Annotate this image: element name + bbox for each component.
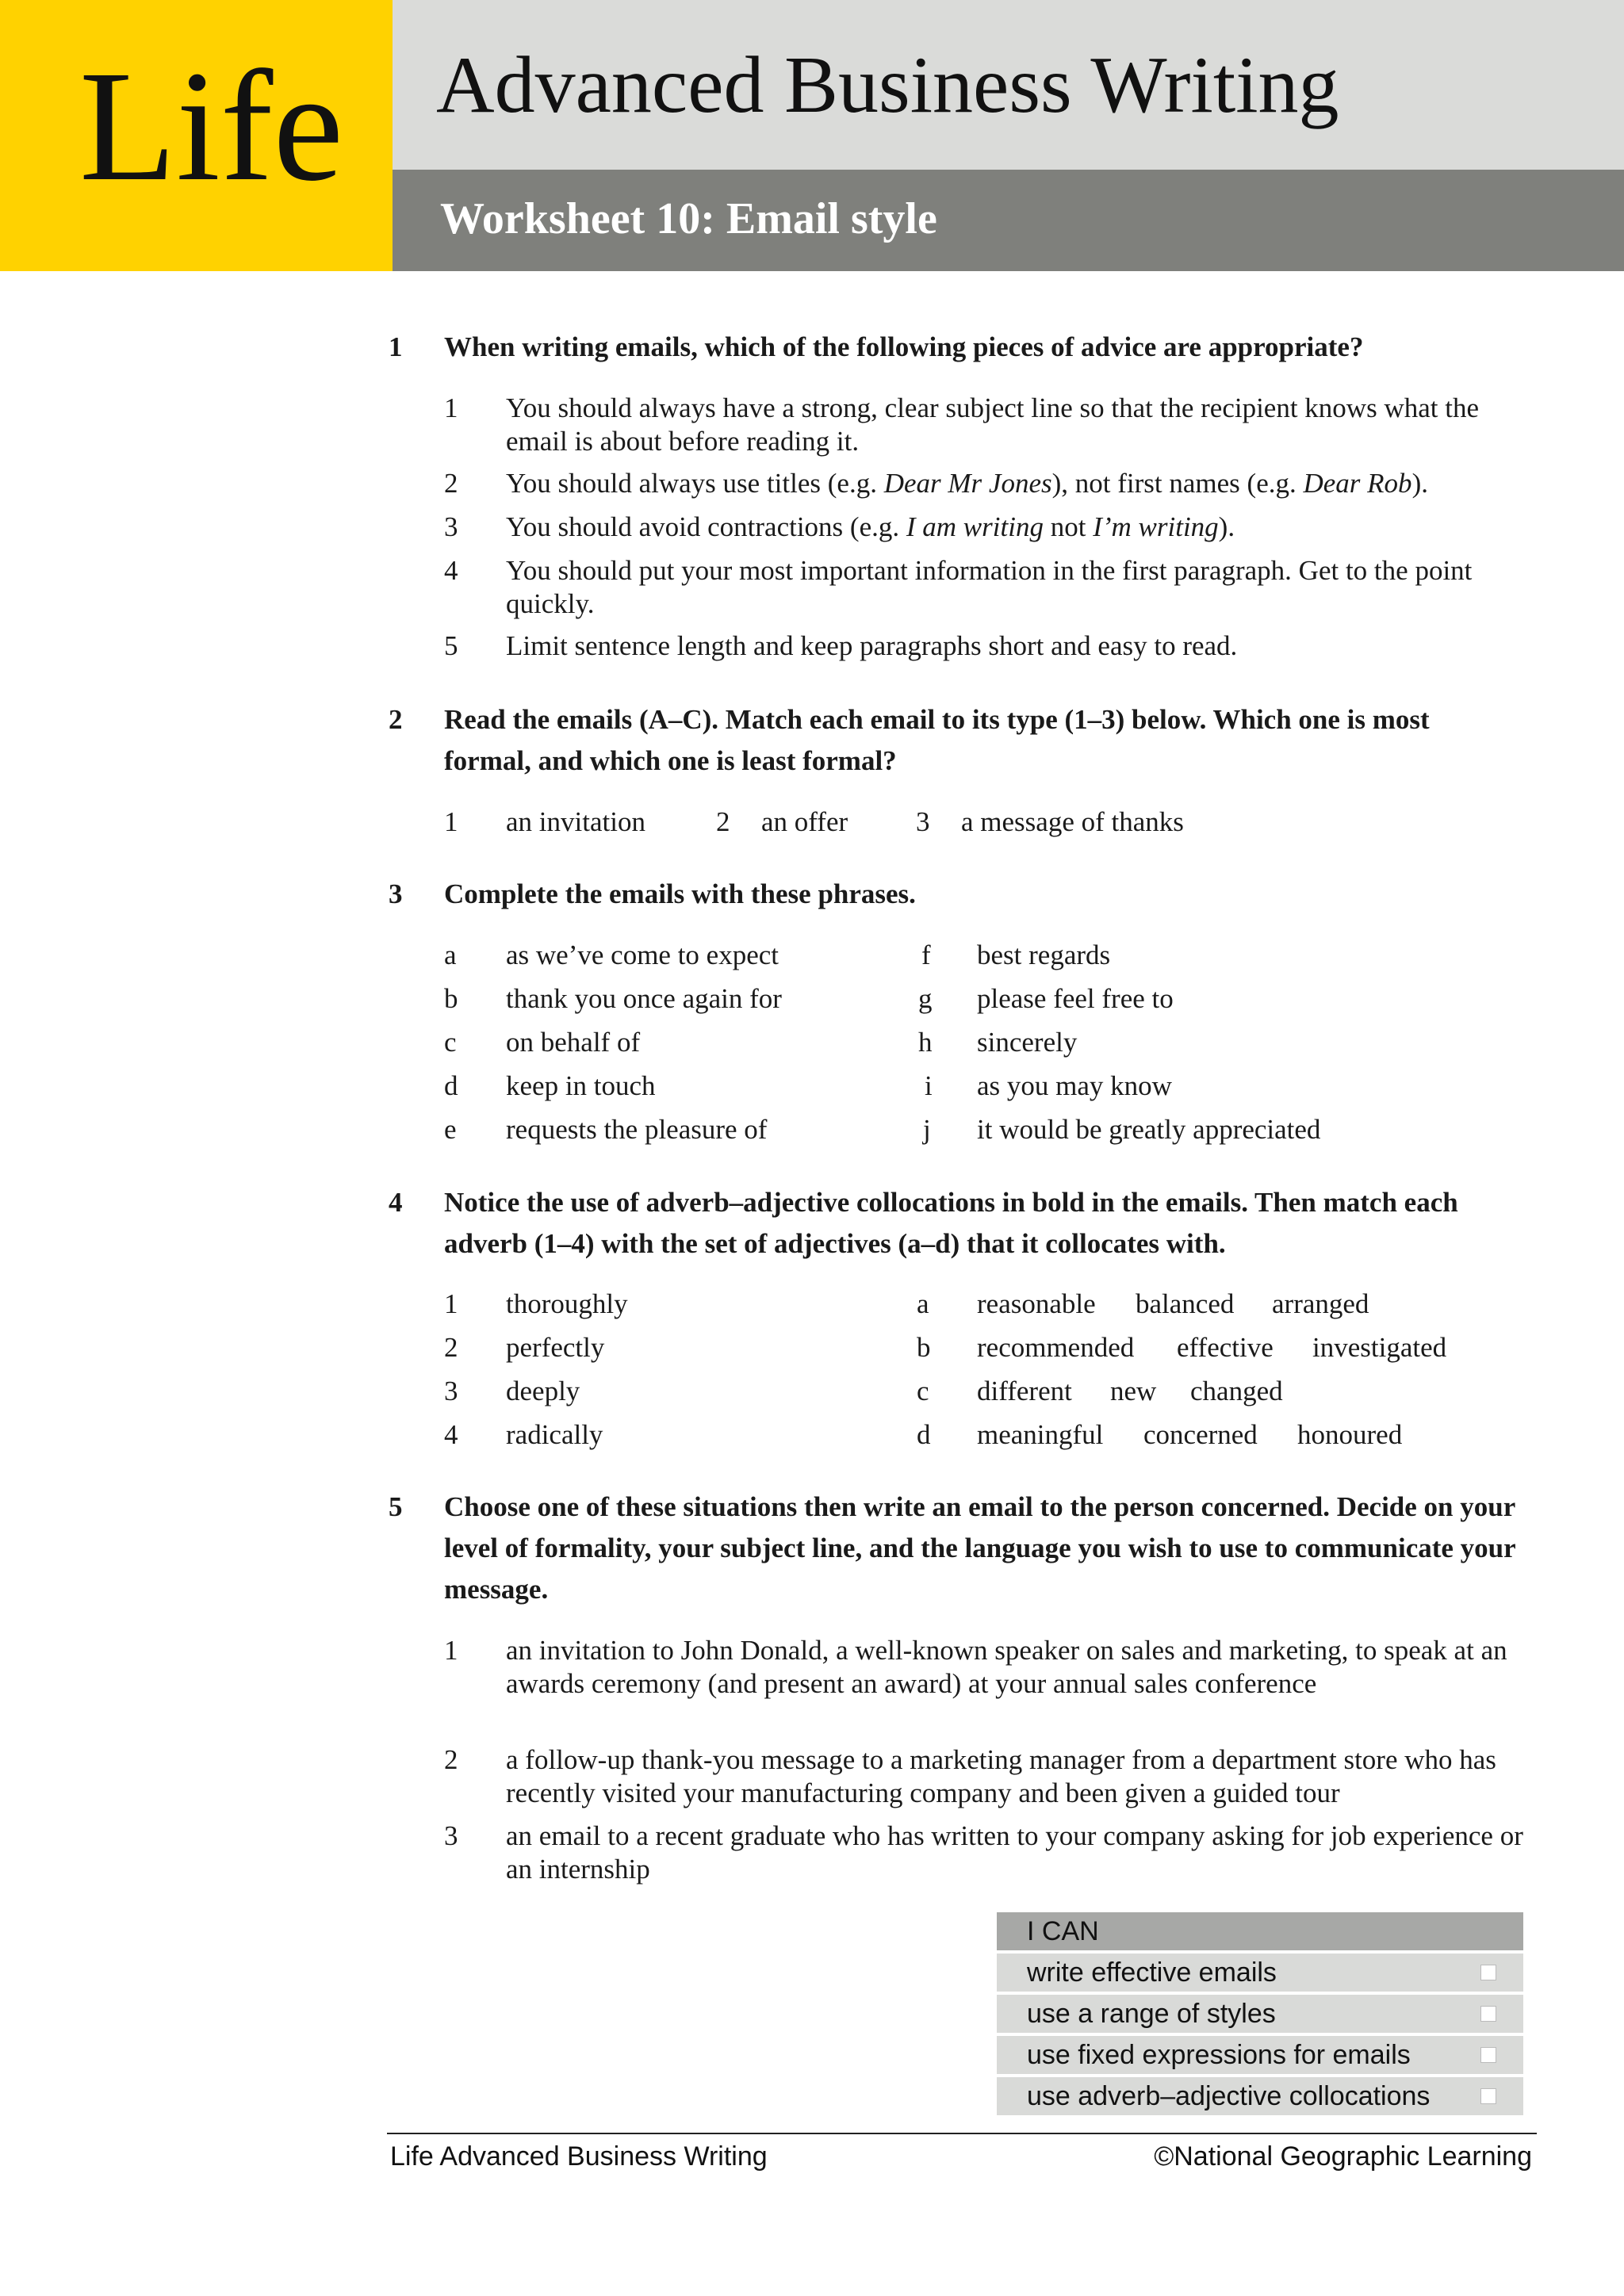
q3-phrase-letter: h	[918, 1027, 933, 1058]
q2-option-text: an invitation	[506, 806, 645, 837]
q4-adjective-set-letter: a	[917, 1288, 929, 1319]
q1-item-text: You should always have a strong, clear subject line so that the recipient knows what the email is about before reading it.	[506, 392, 1479, 457]
q3-phrase: on behalf of	[506, 1027, 641, 1058]
q4-adjective: honoured	[1297, 1419, 1403, 1450]
q3-phrase-letter: b	[444, 983, 458, 1014]
ican-heading: I CAN	[997, 1912, 1523, 1950]
question-4-prompt: Notice the use of adverb–adjective collocations in bold in the emails. Then match each adverb (1–4) with the set of adjectives (a–d) that it collocates with.	[444, 1187, 1458, 1259]
q3-phrase: it would be greatly appreciated	[977, 1114, 1321, 1145]
q3-phrase: as we’ve come to expect	[506, 939, 779, 970]
q4-adverb: perfectly	[506, 1332, 605, 1363]
question-1-prompt: When writing emails, which of the following pieces of advice are appropriate?	[444, 331, 1364, 362]
q1-item-text: You should always use titles (e.g. Dear Mr Jones), not first names (e.g. Dear Rob).	[506, 468, 1428, 499]
q4-adjective: changed	[1190, 1376, 1283, 1406]
q1-item-text: Limit sentence length and keep paragraphs short and easy to read.	[506, 630, 1238, 661]
ican-item: use a range of styles	[997, 1995, 1523, 2033]
q4-adjective-set-letter: c	[917, 1376, 929, 1406]
ican-checkbox[interactable]	[1480, 1965, 1496, 1980]
q3-phrase-letter: a	[444, 939, 457, 970]
q4-adjective: arranged	[1272, 1288, 1369, 1319]
q3-phrase: please feel free to	[977, 983, 1174, 1014]
q3-phrase: sincerely	[977, 1027, 1078, 1058]
q1-item-number: 5	[444, 630, 458, 661]
q3-phrase: as you may know	[977, 1070, 1172, 1101]
q4-adjective-set-letter: b	[917, 1332, 931, 1363]
ican-checkbox[interactable]	[1480, 2006, 1496, 2022]
question-3-prompt: Complete the emails with these phrases.	[444, 878, 916, 909]
q4-adjective-set-letter: d	[917, 1419, 931, 1450]
worksheet-title: Worksheet 10: Email style	[440, 194, 937, 243]
q4-adverb: radically	[506, 1419, 603, 1450]
footer-divider	[387, 2133, 1537, 2134]
q3-phrase-letter: g	[918, 983, 933, 1014]
question-2-number: 2	[389, 704, 403, 735]
question-5-prompt: Choose one of these situations then write an email to the person concerned. Decide on your level of formality, your subject line, and the language you wish to use to communicate your message.	[444, 1491, 1516, 1605]
ican-item: write effective emails	[997, 1954, 1523, 1992]
q5-item-text: an invitation to John Donald, a well-known speaker on sales and marketing, to speak at an awards ceremony (and present an award) at your annual sales conference	[506, 1635, 1507, 1699]
logo: Life	[79, 39, 344, 214]
q2-option-number: 1	[444, 806, 458, 837]
q4-adjective: different	[977, 1376, 1072, 1406]
q4-adverb: thoroughly	[506, 1288, 628, 1319]
question-2-prompt: Read the emails (A–C). Match each email to its type (1–3) below. Which one is most formal, and which one is least formal?	[444, 704, 1430, 776]
ican-checkbox[interactable]	[1480, 2088, 1496, 2104]
q3-phrase: thank you once again for	[506, 983, 782, 1014]
q4-adverb-number: 2	[444, 1332, 458, 1363]
footer-right: ©National Geographic Learning	[1154, 2141, 1532, 2172]
q4-adverb-number: 3	[444, 1376, 458, 1406]
q1-item-number: 4	[444, 555, 458, 586]
q5-item-number: 1	[444, 1635, 458, 1666]
q1-item-number: 3	[444, 511, 458, 542]
q5-item-text: a follow-up thank-you message to a marketing manager from a department store who has recently visited your manufacturing company and been given a guided tour	[506, 1744, 1496, 1808]
q4-adverb-number: 1	[444, 1288, 458, 1319]
q5-item-text: an email to a recent graduate who has written to your company asking for job experience or an internship	[506, 1820, 1523, 1885]
q4-adverb-number: 4	[444, 1419, 458, 1450]
q4-adjective: effective	[1177, 1332, 1274, 1363]
ican-item: use adverb–adjective collocations	[997, 2077, 1523, 2115]
question-1-number: 1	[389, 331, 403, 362]
q4-adjective: investigated	[1312, 1332, 1447, 1363]
q2-option-text: an offer	[761, 806, 848, 837]
q3-phrase: keep in touch	[506, 1070, 656, 1101]
q5-item-number: 3	[444, 1820, 458, 1851]
q3-phrase-letter: i	[925, 1070, 933, 1101]
q3-phrase-letter: f	[921, 939, 931, 970]
q2-option-text: a message of thanks	[961, 806, 1184, 837]
q1-item-number: 1	[444, 392, 458, 423]
q1-item-text: You should avoid contractions (e.g. I am writing not I’m writing).	[506, 511, 1235, 542]
q1-item-number: 2	[444, 468, 458, 499]
q4-adjective: new	[1110, 1376, 1157, 1406]
q3-phrase-letter: j	[923, 1114, 931, 1145]
question-5-number: 5	[389, 1491, 403, 1522]
q2-option-number: 3	[916, 806, 930, 837]
q4-adjective: concerned	[1143, 1419, 1258, 1450]
q3-phrase-letter: d	[444, 1070, 458, 1101]
q4-adverb: deeply	[506, 1376, 580, 1406]
q3-phrase: best regards	[977, 939, 1111, 970]
q3-phrase-letter: e	[444, 1114, 457, 1145]
q4-adjective: reasonable	[977, 1288, 1096, 1319]
q4-adjective: balanced	[1136, 1288, 1235, 1319]
q5-item-number: 2	[444, 1744, 458, 1775]
question-3-number: 3	[389, 878, 403, 909]
page-title: Advanced Business Writing	[436, 40, 1339, 130]
q2-option-number: 2	[716, 806, 730, 837]
footer-left: Life Advanced Business Writing	[390, 2141, 768, 2172]
q3-phrase: requests the pleasure of	[506, 1114, 768, 1145]
q1-item-text: You should put your most important information in the first paragraph. Get to the point quickly.	[506, 555, 1473, 619]
question-4-number: 4	[389, 1187, 403, 1218]
ican-checkbox[interactable]	[1480, 2047, 1496, 2063]
q4-adjective: meaningful	[977, 1419, 1104, 1450]
ican-item: use fixed expressions for emails	[997, 2036, 1523, 2074]
q3-phrase-letter: c	[444, 1027, 457, 1058]
q4-adjective: recommended	[977, 1332, 1135, 1363]
